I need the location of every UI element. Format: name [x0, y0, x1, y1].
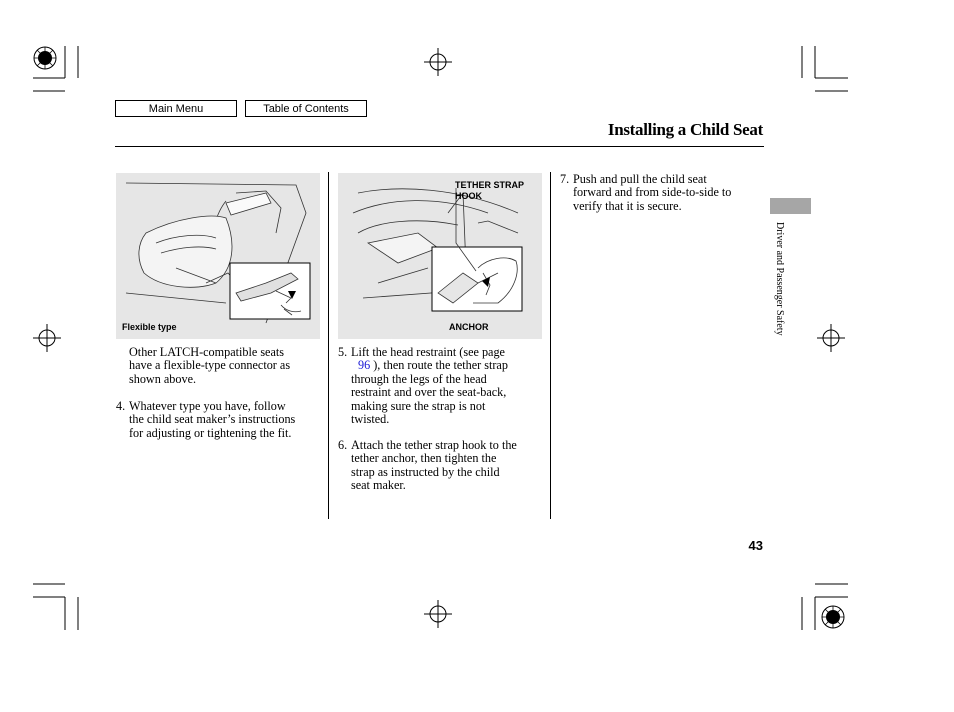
child-seat-illustration	[116, 173, 320, 339]
anchor-label: ANCHOR	[449, 322, 489, 332]
tether-strap-label-line1: TETHER STRAP	[455, 180, 525, 190]
header-rule	[115, 146, 764, 147]
section-label: Driver and Passenger Safety	[774, 222, 785, 336]
step-6-number: 6.	[338, 438, 348, 452]
figure-caption: Flexible type	[122, 322, 177, 332]
tether-strap-label-line2: HOOK	[455, 191, 482, 201]
section-tab	[770, 198, 811, 214]
step-5-number: 5.	[338, 345, 348, 359]
step-4-number: 4.	[116, 399, 126, 413]
page-96-link[interactable]: 96	[358, 358, 371, 373]
tether-illustration	[338, 173, 542, 339]
table-of-contents-button[interactable]: Table of Contents	[245, 100, 367, 117]
page-number: 43	[748, 538, 763, 553]
column-divider-1	[328, 172, 329, 519]
figure-flexible-latch	[116, 173, 320, 339]
main-menu-button[interactable]: Main Menu	[115, 100, 237, 117]
latch-paragraph: Other LATCH-compatible seats have a flexible-type connector as shown above.	[129, 345, 291, 386]
figure-tether-anchor	[338, 173, 542, 339]
step-5-text: Lift the head restraint (see page 96 ), then route the tether strap through the legs of the head restraint and over the seat-back, making sure the strap is not twisted.	[351, 345, 508, 427]
step-7-text: Push and pull the child seat forward and from side-to-side to verify that it is secure.	[573, 172, 732, 213]
step-6-text: Attach the tether strap hook to the tether anchor, then tighten the strap as instructed by the child seat maker.	[351, 438, 517, 493]
page-title: Installing a Child Seat	[607, 120, 763, 139]
column-divider-2	[550, 172, 551, 519]
inset-box	[432, 247, 522, 311]
step-4-text: Whatever type you have, follow the child seat maker’s instructions for adjusting or tightening the fit.	[129, 399, 296, 440]
step-7-number: 7.	[560, 172, 570, 186]
